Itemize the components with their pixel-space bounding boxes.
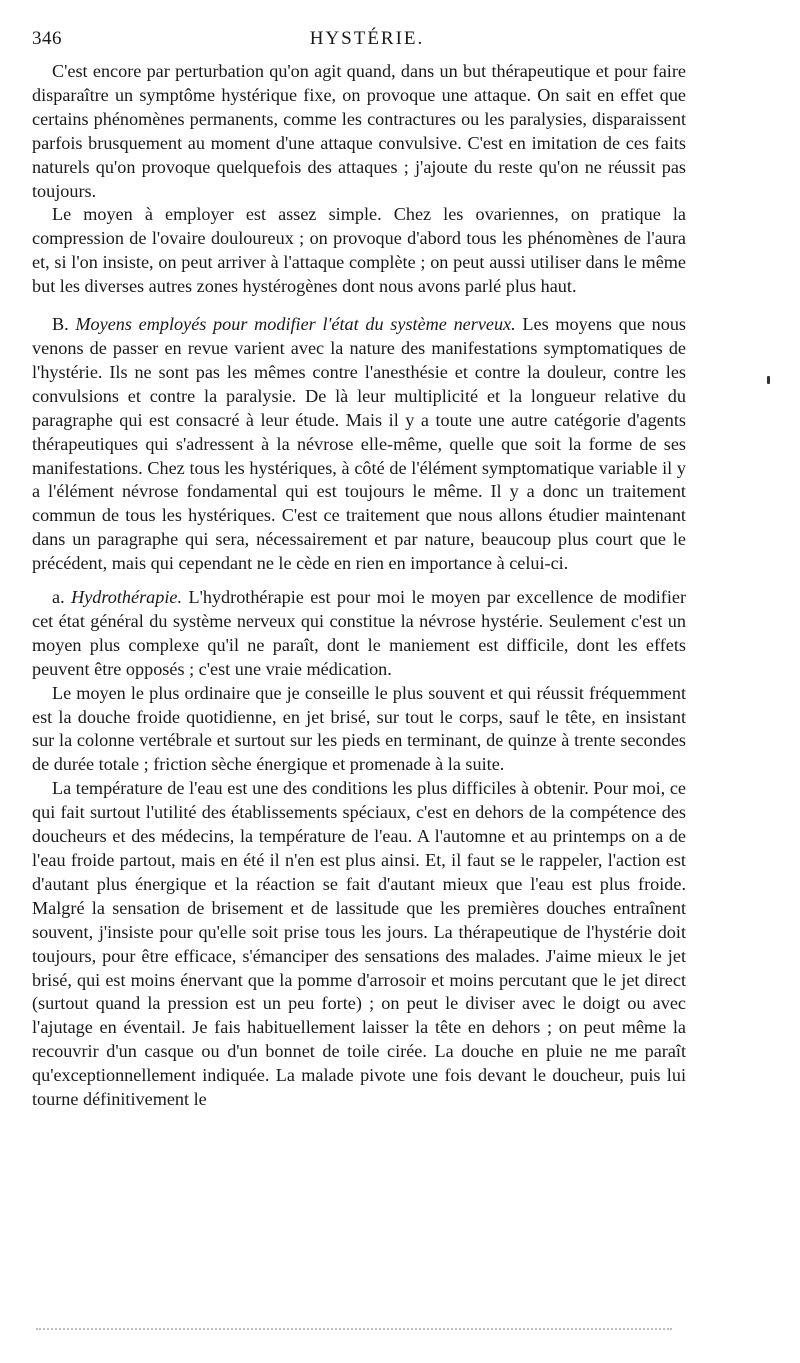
section-title: Hydrothérapie. [71, 587, 183, 608]
scan-artifact-dots [36, 1328, 672, 1332]
body-text [32, 60, 686, 1112]
paragraph-moyen-employer [32, 203, 686, 299]
paragraph-text: Le moyen à employer est assez simple. Chez les ovariennes, on pratique la compression de l'ovaire douloureux ; on provoque d'abord tous les phénomènes de l'aura et, si l'on insiste, on peut arriver à l'attaque complète ; on peut aussi utiliser dans le même but les diverses autres zones hystérogènes dont nous avons parlé plus haut. [32, 204, 686, 297]
section-letter: a. [52, 587, 65, 608]
page-number: 346 [32, 28, 62, 49]
page-header-title: HYSTÉRIE. [309, 28, 425, 49]
section-a-paragraph [32, 586, 686, 682]
section-title: Moyens employés pour modifier l'état du système nerveux. [75, 314, 516, 335]
paragraph-text: La température de l'eau est une des conditions les plus difficiles à obtenir. Pour moi, ce qui fait surtout l'utilité des établissements spéciaux, c'est en dehors de la compétence des doucheurs et des médecins, la température de l'eau. A l'automne et au printemps on a de l'eau froide partout, mais en été il n'en est plus ainsi. Et, il faut se le rappeler, l'action est d'autant plus énergique et la réaction se fait d'autant mieux que l'eau est plus froide. Malgré la sensation de brisement et de lassitude que les premières douches entraînent souvent, j'insiste pour qu'elle soit prise tous les jours. La thérapeutique de l'hystérie doit toujours, pour être efficace, s'émanciper des sensations des malades. J'aime mieux le jet brisé, qui est moins énervant que la pomme d'arrosoir et moins percutant que le jet direct (surtout quand la pression est un peu forte) ; on peut le diviser avec le doigt ou avec l'ajutage en éventail. Je fais habituellement laisser la tête en dehors ; on peut même la recouvrir d'un casque ou d'un bonnet de toile cirée. La douche en pluie ne me paraît qu'exceptionnellement indiquée. La malade pivote une fois devant le doucheur, puis lui tourne définitivement le [32, 778, 686, 1110]
paragraph-temperature [32, 777, 686, 1112]
paragraph-text: Les moyens que nous venons de passer en revue varient avec la nature des manifestations symptomatiques de l'hystérie. Ils ne sont pas les mêmes contre l'anesthésie et contre la douleur, contre les convulsions et contre la paralysie. De là leur multiplicité et la longueur relative du paragraphe qui est consacré à leur étude. Mais il y a toute une autre catégorie d'agents thérapeutiques qui s'adressent à la névrose elle-même, quelle que soit la forme de ses manifestations. Chez tous les hystériques, à côté de l'élément symptomatique variable il y a l'élément névrose fondamental qui est toujours le même. Il y a donc un traitement commun de tous les hystériques. C'est ce traitement que nous allons étudier maintenant dans un paragraphe qui sera, nécessairement et par nature, beaucoup plus court que le précédent, mais qui cependant ne le cède en rien en importance à celui-ci. [32, 314, 686, 574]
running-head [32, 28, 702, 52]
paragraph-text: L'hydrothérapie est pour moi le moyen par excellence de modifier cet état général du système nerveux qui constitue la névrose hystérie. Seulement c'est un moyen plus complexe qu'il ne paraît, dont le maniement est difficile, dont les effets peuvent être opposés ; c'est une vraie médication. [32, 587, 686, 679]
section-letter: B. [52, 314, 69, 335]
paragraph-douche-froide [32, 682, 686, 778]
paragraph-perturbation [32, 60, 686, 203]
ink-speck [767, 376, 770, 384]
section-b-paragraph [32, 313, 686, 576]
paragraph-text: C'est encore par perturbation qu'on agit quand, dans un but thérapeutique et pour faire disparaître un symptôme hystérique fixe, on provoque une attaque. On sait en effet que certains phénomènes permanents, comme les contractures ou les paralysies, disparaissent parfois brusquement au moment d'une attaque convulsive. C'est en imitation de ces faits naturels qu'on provoque quelquefois des attaques ; j'ajoute du reste qu'on ne réussit pas toujours. [32, 61, 686, 201]
paragraph-text: Le moyen le plus ordinaire que je conseille le plus souvent et qui réussit fréquemment est la douche froide quotidienne, en jet brisé, sur tout le corps, sauf le tête, en insistant sur la colonne vertébrale et surtout sur les pieds en terminant, de quinze à trente secondes de durée totale ; friction sèche énergique et promenade à la suite. [32, 682, 686, 775]
